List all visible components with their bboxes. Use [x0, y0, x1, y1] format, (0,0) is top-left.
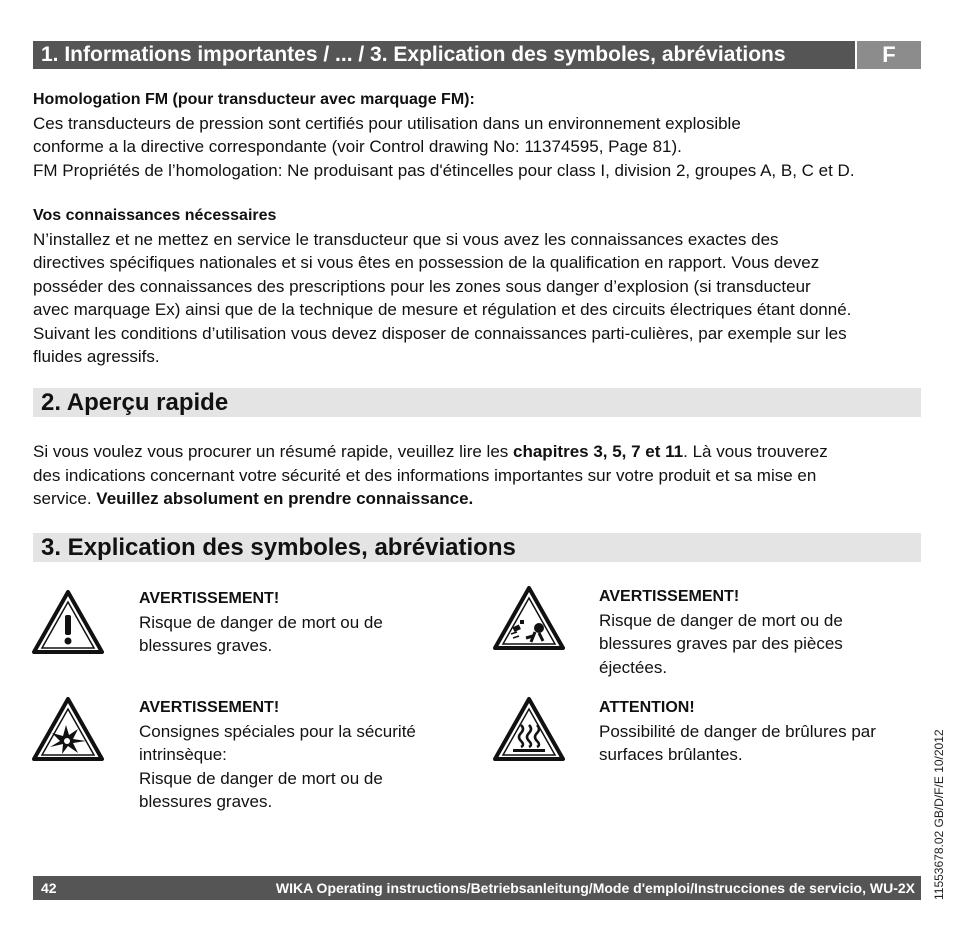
- text-run: service.: [33, 489, 97, 508]
- page-number: 42: [41, 880, 57, 896]
- symbol-description: [139, 696, 459, 814]
- symbol-description: [599, 696, 919, 767]
- symbol-line: Possibilité de danger de brûlures par: [599, 721, 876, 741]
- fm-line: conforme a la directive correspondante (voir Control drawing No: 11374595, Page 81).: [33, 137, 682, 156]
- symbol-line: blessures graves.: [139, 792, 273, 811]
- bold-run: Veuillez absolument en prendre connaissance.: [96, 489, 474, 508]
- header-title: 1. Informations importantes / ... / 3. Explication des symboles, abréviations: [33, 41, 855, 69]
- knowledge-line: N’installez et ne mettez en service le transducteur que si vous avez les connaissances exactes des: [33, 229, 779, 249]
- symbol-line: Risque de danger de mort ou de: [139, 768, 383, 788]
- symbol-line: surfaces brûlantes.: [599, 745, 743, 764]
- symbol-line: Risque de danger de mort ou de: [139, 612, 383, 632]
- symbol-heading: ATTENTION!: [599, 699, 695, 716]
- section-3-title: 3. Explication des symboles, abréviations: [33, 533, 921, 562]
- symbol-line: éjectées.: [599, 657, 668, 677]
- symbol-line: Risque de danger de mort ou de: [599, 610, 843, 630]
- fm-line: Ces transducteurs de pression sont certifiés pour utilisation dans un environnement explosible: [33, 113, 741, 133]
- knowledge-line: directives spécifiques nationales et si vous êtes en possession de la qualification en rapport. Vous devez: [33, 253, 820, 272]
- text-run: Si vous voulez vous procurer un résumé rapide, veuillez lire les: [33, 442, 514, 461]
- symbol-heading: AVERTISSEMENT!: [599, 588, 740, 605]
- section-2-title: 2. Aperçu rapide: [33, 388, 921, 417]
- symbol-description: [599, 585, 919, 679]
- symbol-line: Consignes spéciales pour la sécurité: [139, 721, 416, 741]
- hot-surface-icon: [493, 695, 565, 765]
- knowledge-line: fluides agressifs.: [33, 347, 160, 366]
- page-footer: [33, 876, 921, 900]
- symbol-heading: AVERTISSEMENT!: [139, 699, 280, 716]
- text-run: . Là vous trouverez: [683, 442, 828, 461]
- knowledge-line: Suivant les conditions d’utilisation vous devez disposer de connaissances parti-culières, par exemple sur les: [33, 323, 847, 343]
- footer-text: WIKA Operating instructions/Betriebsanleitung/Mode d'emploi/Instrucciones de servicio, WU-2X: [275, 880, 915, 896]
- explosion-icon: [32, 695, 104, 765]
- fm-heading: Homologation FM (pour transducteur avec marquage FM):: [33, 91, 475, 108]
- knowledge-block: [33, 204, 923, 369]
- warning-exclamation-icon: [32, 588, 104, 658]
- bold-run: chapitres 3, 5, 7 et 11: [513, 442, 684, 461]
- fm-approval-block: [33, 88, 923, 182]
- symbol-heading: AVERTISSEMENT!: [139, 590, 280, 607]
- knowledge-line: avec marquage Ex) ainsi que de la technique de mesure et régulation et des circuits électriques étant donné.: [33, 300, 852, 319]
- document-code: 11553678.02 GB/D/F/E 10/2012: [932, 729, 946, 900]
- knowledge-line: posséder des connaissances des prescriptions pour les zones sous danger d’explosion (si transducteur: [33, 276, 811, 296]
- symbol-description: [139, 587, 459, 658]
- knowledge-heading: Vos connaissances nécessaires: [33, 207, 277, 224]
- symbol-line: blessures graves.: [139, 636, 273, 655]
- section-2-line: des indications concernant votre sécurité et des informations importantes sur votre produit et sa mise en: [33, 465, 817, 485]
- language-tab: F: [857, 41, 921, 69]
- section-2-line: [33, 487, 923, 511]
- fm-line: FM Propriétés de l’homologation: Ne produisant pas d'étincelles pour class I, division 2, groupes A, B, C et D.: [33, 160, 855, 180]
- symbol-line: intrinsèque:: [139, 745, 227, 764]
- symbol-line: blessures graves par des pièces: [599, 634, 843, 653]
- section-2-text: [33, 440, 923, 511]
- section-2-line: [33, 440, 923, 464]
- ejected-parts-icon: [493, 584, 565, 654]
- page-header: [33, 41, 921, 69]
